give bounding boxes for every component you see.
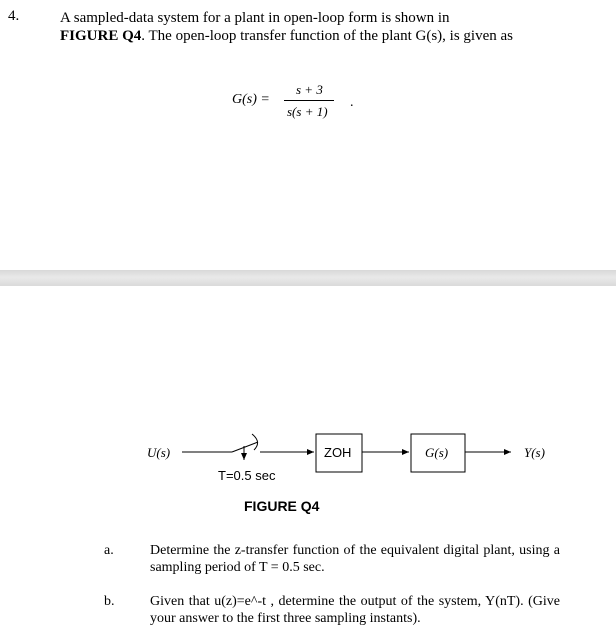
equation-numerator: s + 3 [296,82,323,97]
figure-caption: FIGURE Q4 [244,498,320,514]
question-intro-line2 [60,28,513,45]
equation-lhs: G(s) = [232,92,270,107]
item-a-text: Determine the z-transfer function of the equivalent digital plant, using a sampling period of T = 0.5 sec. [150,543,560,575]
figure-reference: FIGURE Q4 [60,28,142,44]
page-divider [0,270,616,286]
sampling-period-label: T=0.5 sec [218,468,276,483]
output-label: Y(s) [524,445,545,460]
sampler-switch [232,442,258,452]
item-b-label: b. [104,594,115,609]
zoh-label: ZOH [324,445,352,460]
item-b-text: Given that u(z)=e^-t , determine the output of the system, Y(nT). (Give your answer to the first three sampling instants). [150,594,560,626]
equation-period: . [350,95,354,110]
question-number: 4. [8,8,20,24]
item-a-label: a. [104,543,114,558]
input-label: U(s) [147,445,171,460]
equation-denominator: s(s + 1) [287,104,328,119]
fraction-bar [284,100,334,101]
intro-line2-text: . The open-loop transfer function of the plant G(s), is given as [141,28,513,44]
question-intro-line1: A sampled-data system for a plant in open-loop form is shown in [60,10,450,26]
plant-label: G(s) [425,445,449,460]
